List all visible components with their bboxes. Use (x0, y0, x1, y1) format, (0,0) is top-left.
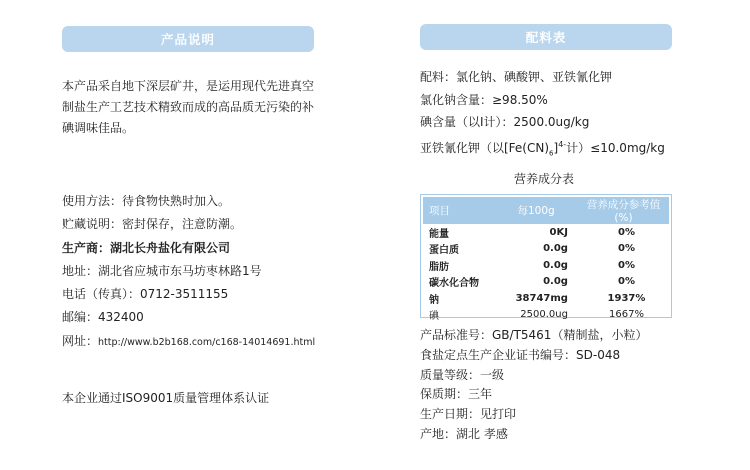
usage-method: 使用方法：待食物快熟时加入。 (62, 194, 231, 208)
quality-grade: 质量等级：一级 (420, 367, 505, 382)
row-nrv: 1937% (607, 292, 646, 304)
website-link[interactable]: http://www.b2b168.com/c168-14014691.html (98, 336, 316, 348)
storage-note: 贮藏说明：密封保存，注意防潮。 (62, 217, 243, 232)
certification-note: 本企业通过ISO9001质量管理体系认证 (62, 391, 270, 405)
row-nrv: 0% (617, 259, 635, 271)
license-number: 食盐定点生产企业证书编号：SD-048 (420, 347, 621, 362)
iodine-content: 碘含量（以I计）：2500.0ug/kg (420, 115, 590, 129)
row-item: 碳水化合物 (429, 278, 479, 290)
col-per100g: 每100g (504, 197, 578, 224)
row-nrv: 0% (617, 276, 635, 288)
nutrition-table-box (420, 194, 672, 323)
website-label: 网址： (62, 333, 99, 348)
address: 地址：湖北省应城市东马坊枣林路1号 (62, 263, 262, 278)
table-row (423, 257, 669, 274)
row-item: 蛋白质 (429, 245, 459, 257)
row-per100g: 0.0g (543, 259, 568, 271)
nutrition-table (423, 197, 669, 323)
table-row (423, 274, 669, 291)
table-row (423, 224, 669, 241)
col-nrv: 营养成分参考值(%) (578, 197, 669, 224)
row-item: 钠 (429, 294, 439, 306)
row-nrv: 0% (617, 243, 635, 255)
col-item: 项目 (423, 197, 504, 224)
table-row (423, 241, 669, 258)
ingredients-list: 配料：氯化钠、碘酸钾、亚铁氰化钾 (420, 70, 613, 84)
row-item: 能量 (429, 228, 449, 240)
table-row (423, 290, 669, 307)
ingredient-specs (420, 66, 665, 156)
row-per100g: 2500.0ug (520, 309, 568, 321)
manufacturer: 生产商：湖北长舟盐化有限公司 (62, 240, 231, 255)
postcode: 邮编：432400 (62, 310, 144, 325)
row-per100g: 0.0g (543, 276, 568, 288)
nacl-content: 氯化钠含量：≥98.50% (420, 92, 548, 107)
usage-info (62, 190, 315, 353)
row-per100g: 0KJ (549, 226, 568, 238)
origin: 产地：湖北 孝感 (420, 426, 508, 441)
row-item: 碘 (429, 311, 439, 323)
product-description-header: 产品说明 (62, 26, 314, 52)
row-nrv: 0% (617, 226, 635, 238)
standard-number: 产品标准号：GB/T5461（精制盐，小粒） (420, 328, 648, 342)
product-standards (420, 326, 647, 445)
ingredients-header: 配料表 (420, 24, 672, 50)
row-nrv: 1667% (609, 309, 644, 321)
nutrition-title: 营养成分表 (513, 172, 574, 186)
website-row (62, 330, 315, 353)
production-date: 生产日期：见打印 (420, 407, 517, 422)
ferrocyanide-content: 亚铁氰化钾（以$[Fe(CN)_6]^{4-}$计）≤10.0mg/kg (420, 139, 665, 157)
table-row (423, 307, 669, 324)
row-item: 脂肪 (429, 261, 449, 273)
phone: 电话（传真）：0712-3511155 (62, 287, 229, 302)
product-intro: 本产品采自地下深层矿井，是运用现代先进真空制盐生产工艺技术精致而成的高品质无污染的补碘调味佳品。 (62, 79, 315, 135)
row-per100g: 0.0g (543, 243, 568, 255)
shelf-life: 保质期：三年 (420, 387, 493, 402)
nutrition-header-row (423, 197, 669, 224)
row-per100g: 38747mg (515, 292, 568, 304)
